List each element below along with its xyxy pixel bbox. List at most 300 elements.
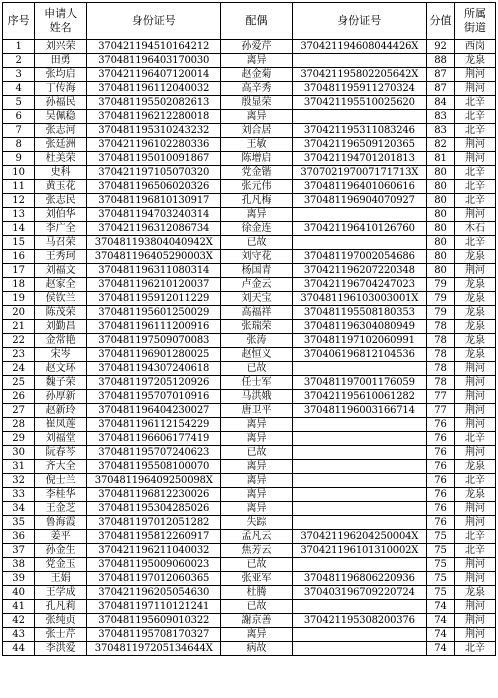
cell-spouse: 已故 bbox=[221, 362, 292, 376]
cell-seq: 4 bbox=[3, 82, 35, 96]
table-row bbox=[3, 124, 496, 138]
cell-spouse-id-number: 370481196003166714 bbox=[292, 404, 427, 418]
cell-seq: 14 bbox=[3, 222, 35, 236]
cell-seq: 33 bbox=[3, 488, 35, 502]
cell-spouse-id-number bbox=[292, 502, 427, 516]
cell-applicant-name: 李广全 bbox=[35, 222, 87, 236]
table-row bbox=[3, 516, 496, 530]
cell-seq: 23 bbox=[3, 348, 35, 362]
header-applicant-line1: 申请人 bbox=[44, 7, 78, 20]
table-row bbox=[3, 642, 496, 656]
table-row bbox=[3, 292, 496, 306]
cell-spouse: 刘合居 bbox=[221, 124, 292, 138]
cell-id-number: 370481195609010322 bbox=[86, 614, 221, 628]
cell-spouse-id-number: 370481196103003001X bbox=[292, 292, 427, 306]
header-seq: 序号 bbox=[3, 3, 35, 40]
header-applicant-name bbox=[35, 3, 87, 40]
table-row bbox=[3, 432, 496, 446]
cell-seq: 30 bbox=[3, 446, 35, 460]
cell-id-number: 370481196112154229 bbox=[86, 418, 221, 432]
cell-score: 79 bbox=[427, 278, 455, 292]
cell-spouse: 张亚军 bbox=[221, 572, 292, 586]
cell-id-number: 370481196405290003X bbox=[86, 250, 221, 264]
table-row bbox=[3, 348, 496, 362]
table-row bbox=[3, 222, 496, 236]
cell-spouse: 任士军 bbox=[221, 376, 292, 390]
cell-score: 87 bbox=[427, 82, 455, 96]
cell-district: 龙泉 bbox=[455, 306, 496, 320]
cell-seq: 40 bbox=[3, 586, 35, 600]
cell-score: 81 bbox=[427, 152, 455, 166]
cell-applicant-name: 李桂华 bbox=[35, 488, 87, 502]
cell-district: 荆河 bbox=[455, 264, 496, 278]
table-row bbox=[3, 110, 496, 124]
cell-score: 92 bbox=[427, 40, 455, 54]
table-row bbox=[3, 460, 496, 474]
cell-spouse: 党金锴 bbox=[221, 166, 292, 180]
cell-applicant-name: 吴佩稳 bbox=[35, 110, 87, 124]
cell-district: 荆河 bbox=[455, 68, 496, 82]
table-row bbox=[3, 572, 496, 586]
cell-applicant-name: 倪士兰 bbox=[35, 474, 87, 488]
cell-spouse-id-number: 370421196207220348 bbox=[292, 264, 427, 278]
cell-applicant-name: 阮春芩 bbox=[35, 446, 87, 460]
cell-spouse-id-number: 370421196410126760 bbox=[292, 222, 427, 236]
cell-district: 龙泉 bbox=[455, 586, 496, 600]
cell-spouse-id-number bbox=[292, 600, 427, 614]
table-row bbox=[3, 166, 496, 180]
cell-score: 76 bbox=[427, 502, 455, 516]
table-row bbox=[3, 446, 496, 460]
table-row bbox=[3, 68, 496, 82]
table-row bbox=[3, 54, 496, 68]
cell-spouse: 已故 bbox=[221, 446, 292, 460]
cell-spouse-id-number: 370421196204250004X bbox=[292, 530, 427, 544]
cell-score: 84 bbox=[427, 96, 455, 110]
cell-spouse: 离异 bbox=[221, 418, 292, 432]
cell-applicant-name: 李洪爱 bbox=[35, 642, 87, 656]
cell-spouse-id-number: 370481197002054686 bbox=[292, 250, 427, 264]
cell-score: 80 bbox=[427, 264, 455, 278]
cell-id-number: 370481197110121241 bbox=[86, 600, 221, 614]
cell-id-number: 370481196812230026 bbox=[86, 488, 221, 502]
cell-score: 75 bbox=[427, 558, 455, 572]
cell-spouse: 孙爱芹 bbox=[221, 40, 292, 54]
table-row bbox=[3, 614, 496, 628]
table-row bbox=[3, 320, 496, 334]
cell-spouse-id-number: 370406196812104536 bbox=[292, 348, 427, 362]
cell-seq: 18 bbox=[3, 278, 35, 292]
table-row bbox=[3, 236, 496, 250]
cell-applicant-name: 齐大全 bbox=[35, 460, 87, 474]
cell-district: 荆河 bbox=[455, 600, 496, 614]
cell-seq: 22 bbox=[3, 334, 35, 348]
cell-score: 76 bbox=[427, 432, 455, 446]
cell-id-number: 370481195304285026 bbox=[86, 502, 221, 516]
cell-id-number: 370481195601250029 bbox=[86, 306, 221, 320]
table-row bbox=[3, 558, 496, 572]
cell-score: 88 bbox=[427, 54, 455, 68]
cell-district: 荆河 bbox=[455, 572, 496, 586]
cell-score: 78 bbox=[427, 362, 455, 376]
cell-spouse-id-number bbox=[292, 418, 427, 432]
cell-spouse-id-number bbox=[292, 362, 427, 376]
table-row bbox=[3, 628, 496, 642]
cell-district: 北辛 bbox=[455, 194, 496, 208]
cell-score: 76 bbox=[427, 446, 455, 460]
cell-spouse: 已故 bbox=[221, 236, 292, 250]
cell-spouse-id-number bbox=[292, 558, 427, 572]
cell-id-number: 370481196311080314 bbox=[86, 264, 221, 278]
cell-spouse-id-number bbox=[292, 54, 427, 68]
cell-spouse-id-number: 370421195802205642X bbox=[292, 68, 427, 82]
cell-spouse: 离异 bbox=[221, 208, 292, 222]
cell-seq: 32 bbox=[3, 474, 35, 488]
cell-seq: 37 bbox=[3, 544, 35, 558]
cell-applicant-name: 党金玉 bbox=[35, 558, 87, 572]
cell-seq: 3 bbox=[3, 68, 35, 82]
cell-district: 北辛 bbox=[455, 124, 496, 138]
cell-spouse-id-number: 370481196304080949 bbox=[292, 320, 427, 334]
cell-district: 龙泉 bbox=[455, 54, 496, 68]
cell-applicant-name: 侯钦兰 bbox=[35, 292, 87, 306]
cell-score: 74 bbox=[427, 614, 455, 628]
cell-applicant-name: 王金芝 bbox=[35, 502, 87, 516]
cell-spouse: 殷显荣 bbox=[221, 96, 292, 110]
cell-district: 北辛 bbox=[455, 110, 496, 124]
cell-district: 荆河 bbox=[455, 418, 496, 432]
cell-spouse: 謝京善 bbox=[221, 614, 292, 628]
cell-applicant-name: 张志河 bbox=[35, 124, 87, 138]
header-district bbox=[455, 3, 496, 40]
cell-spouse: 离异 bbox=[221, 628, 292, 642]
cell-spouse: 高福祥 bbox=[221, 306, 292, 320]
cell-score: 80 bbox=[427, 194, 455, 208]
cell-applicant-name: 崔凤莲 bbox=[35, 418, 87, 432]
cell-seq: 1 bbox=[3, 40, 35, 54]
table-row bbox=[3, 96, 496, 110]
cell-id-number: 370481194307240618 bbox=[86, 362, 221, 376]
cell-district: 龙泉 bbox=[455, 320, 496, 334]
cell-spouse: 唐卫平 bbox=[221, 404, 292, 418]
cell-district: 荆河 bbox=[455, 558, 496, 572]
cell-district: 北辛 bbox=[455, 642, 496, 656]
cell-district: 龙泉 bbox=[455, 292, 496, 306]
cell-district: 北辛 bbox=[455, 180, 496, 194]
header-district-line1: 所属 bbox=[464, 7, 487, 20]
cell-id-number: 370481195502082613 bbox=[86, 96, 221, 110]
header-spouse-id-number: 身份证号 bbox=[292, 3, 427, 40]
table-row bbox=[3, 264, 496, 278]
cell-seq: 9 bbox=[3, 152, 35, 166]
cell-id-number: 370421196312086734 bbox=[86, 222, 221, 236]
table-row bbox=[3, 376, 496, 390]
cell-id-number: 370481197205120926 bbox=[86, 376, 221, 390]
cell-seq: 10 bbox=[3, 166, 35, 180]
cell-applicant-name: 刘勤昌 bbox=[35, 320, 87, 334]
cell-spouse-id-number: 370403196709220724 bbox=[292, 586, 427, 600]
cell-seq: 21 bbox=[3, 320, 35, 334]
cell-score: 78 bbox=[427, 348, 455, 362]
cell-id-number: 370481195707240623 bbox=[86, 446, 221, 460]
cell-district: 荆河 bbox=[455, 138, 496, 152]
cell-spouse-id-number: 370421195510025620 bbox=[292, 96, 427, 110]
cell-spouse-id-number: 370481197102060991 bbox=[292, 334, 427, 348]
table-row bbox=[3, 152, 496, 166]
cell-applicant-name: 张廷洲 bbox=[35, 138, 87, 152]
cell-spouse: 杜腾 bbox=[221, 586, 292, 600]
cell-spouse-id-number: 370481196401060616 bbox=[292, 180, 427, 194]
cell-spouse: 陈增启 bbox=[221, 152, 292, 166]
cell-spouse-id-number bbox=[292, 488, 427, 502]
cell-seq: 12 bbox=[3, 194, 35, 208]
cell-district: 荆河 bbox=[455, 404, 496, 418]
cell-score: 74 bbox=[427, 642, 455, 656]
cell-spouse-id-number: 370421196704247023 bbox=[292, 278, 427, 292]
table-body bbox=[3, 40, 496, 656]
cell-district: 北辛 bbox=[455, 166, 496, 180]
cell-spouse-id-number: 370702197007171713X bbox=[292, 166, 427, 180]
cell-applicant-name: 王秀珂 bbox=[35, 250, 87, 264]
cell-district: 龙泉 bbox=[455, 334, 496, 348]
cell-applicant-name: 刘福文 bbox=[35, 264, 87, 278]
cell-applicant-name: 张均启 bbox=[35, 68, 87, 82]
cell-seq: 24 bbox=[3, 362, 35, 376]
cell-district: 荆河 bbox=[455, 502, 496, 516]
cell-district: 荆河 bbox=[455, 208, 496, 222]
cell-district: 西岗 bbox=[455, 40, 496, 54]
cell-spouse: 张瑞荣 bbox=[221, 320, 292, 334]
table-row bbox=[3, 180, 496, 194]
cell-applicant-name: 丁传海 bbox=[35, 82, 87, 96]
cell-district: 北辛 bbox=[455, 236, 496, 250]
cell-seq: 36 bbox=[3, 530, 35, 544]
header-applicant-line2: 姓名 bbox=[49, 21, 72, 34]
cell-applicant-name: 张纯贞 bbox=[35, 614, 87, 628]
cell-spouse: 已故 bbox=[221, 558, 292, 572]
cell-applicant-name: 孙厚新 bbox=[35, 390, 87, 404]
table-row bbox=[3, 488, 496, 502]
cell-score: 75 bbox=[427, 572, 455, 586]
cell-district: 荆河 bbox=[455, 614, 496, 628]
cell-spouse: 赵金菊 bbox=[221, 68, 292, 82]
cell-spouse-id-number: 370421195610061282 bbox=[292, 390, 427, 404]
cell-spouse-id-number: 370421195308200376 bbox=[292, 614, 427, 628]
cell-applicant-name: 宋岑 bbox=[35, 348, 87, 362]
cell-applicant-name: 王娟 bbox=[35, 572, 87, 586]
cell-spouse: 王敏 bbox=[221, 138, 292, 152]
cell-seq: 42 bbox=[3, 614, 35, 628]
cell-id-number: 370481196409250098X bbox=[86, 474, 221, 488]
cell-id-number: 370481197012051282 bbox=[86, 516, 221, 530]
table-row bbox=[3, 502, 496, 516]
cell-spouse: 离异 bbox=[221, 110, 292, 124]
cell-applicant-name: 杜美荣 bbox=[35, 152, 87, 166]
cell-spouse-id-number: 370421196509120365 bbox=[292, 138, 427, 152]
cell-spouse: 徐金连 bbox=[221, 222, 292, 236]
cell-score: 79 bbox=[427, 306, 455, 320]
cell-id-number: 370481195010091867 bbox=[86, 152, 221, 166]
cell-score: 80 bbox=[427, 166, 455, 180]
cell-spouse: 张涛 bbox=[221, 334, 292, 348]
cell-seq: 34 bbox=[3, 502, 35, 516]
cell-applicant-name: 鲁海霞 bbox=[35, 516, 87, 530]
cell-seq: 6 bbox=[3, 110, 35, 124]
cell-spouse: 已故 bbox=[221, 600, 292, 614]
cell-id-number: 370481196210120037 bbox=[86, 278, 221, 292]
cell-score: 78 bbox=[427, 320, 455, 334]
table-row bbox=[3, 138, 496, 152]
cell-score: 83 bbox=[427, 110, 455, 124]
cell-district: 北辛 bbox=[455, 96, 496, 110]
table-row bbox=[3, 530, 496, 544]
cell-spouse-id-number bbox=[292, 432, 427, 446]
cell-seq: 31 bbox=[3, 460, 35, 474]
cell-spouse-id-number bbox=[292, 236, 427, 250]
cell-applicant-name: 姜平 bbox=[35, 530, 87, 544]
cell-id-number: 370481196212280018 bbox=[86, 110, 221, 124]
cell-score: 77 bbox=[427, 390, 455, 404]
table-row bbox=[3, 544, 496, 558]
cell-score: 74 bbox=[427, 628, 455, 642]
cell-applicant-name: 赵新玲 bbox=[35, 404, 87, 418]
cell-seq: 39 bbox=[3, 572, 35, 586]
cell-id-number: 370421196102280336 bbox=[86, 138, 221, 152]
cell-district: 北辛 bbox=[455, 474, 496, 488]
cell-spouse-id-number bbox=[292, 642, 427, 656]
cell-seq: 43 bbox=[3, 628, 35, 642]
cell-spouse: 孟凡云 bbox=[221, 530, 292, 544]
cell-spouse-id-number: 370421195311083246 bbox=[292, 124, 427, 138]
table-row bbox=[3, 250, 496, 264]
cell-seq: 25 bbox=[3, 376, 35, 390]
cell-score: 80 bbox=[427, 236, 455, 250]
table-row bbox=[3, 306, 496, 320]
table-row bbox=[3, 362, 496, 376]
cell-id-number: 370421194510164212 bbox=[86, 40, 221, 54]
cell-district: 荆河 bbox=[455, 82, 496, 96]
cell-applicant-name: 魏子荣 bbox=[35, 376, 87, 390]
table-row bbox=[3, 194, 496, 208]
cell-district: 北辛 bbox=[455, 544, 496, 558]
cell-score: 80 bbox=[427, 180, 455, 194]
cell-applicant-name: 陈茂荣 bbox=[35, 306, 87, 320]
cell-spouse: 病故 bbox=[221, 642, 292, 656]
cell-spouse-id-number bbox=[292, 474, 427, 488]
cell-spouse-id-number: 370481195911270324 bbox=[292, 82, 427, 96]
cell-seq: 27 bbox=[3, 404, 35, 418]
table-row bbox=[3, 278, 496, 292]
cell-district: 北辛 bbox=[455, 530, 496, 544]
cell-id-number: 370481195812260917 bbox=[86, 530, 221, 544]
cell-seq: 35 bbox=[3, 516, 35, 530]
cell-spouse: 离异 bbox=[221, 502, 292, 516]
cell-score: 76 bbox=[427, 516, 455, 530]
cell-seq: 19 bbox=[3, 292, 35, 306]
cell-score: 83 bbox=[427, 124, 455, 138]
cell-spouse: 离异 bbox=[221, 488, 292, 502]
cell-district: 荆河 bbox=[455, 390, 496, 404]
cell-id-number: 370481196404230027 bbox=[86, 404, 221, 418]
header-row bbox=[3, 3, 496, 40]
cell-seq: 11 bbox=[3, 180, 35, 194]
cell-id-number: 370421196407120014 bbox=[86, 68, 221, 82]
table-row bbox=[3, 390, 496, 404]
cell-spouse-id-number: 370421194608044426X bbox=[292, 40, 427, 54]
cell-applicant-name: 史科 bbox=[35, 166, 87, 180]
cell-id-number: 370481193804040942X bbox=[86, 236, 221, 250]
cell-spouse: 刘守花 bbox=[221, 250, 292, 264]
cell-spouse-id-number: 370481196806220936 bbox=[292, 572, 427, 586]
cell-score: 87 bbox=[427, 68, 455, 82]
cell-score: 82 bbox=[427, 138, 455, 152]
cell-applicant-name: 王学成 bbox=[35, 586, 87, 600]
cell-score: 78 bbox=[427, 376, 455, 390]
cell-spouse-id-number bbox=[292, 516, 427, 530]
cell-score: 80 bbox=[427, 250, 455, 264]
table-row bbox=[3, 474, 496, 488]
cell-id-number: 370481196111200916 bbox=[86, 320, 221, 334]
housing-applicant-table bbox=[2, 2, 496, 656]
cell-applicant-name: 黄玉花 bbox=[35, 180, 87, 194]
cell-seq: 16 bbox=[3, 250, 35, 264]
cell-seq: 7 bbox=[3, 124, 35, 138]
cell-seq: 41 bbox=[3, 600, 35, 614]
cell-seq: 28 bbox=[3, 418, 35, 432]
cell-id-number: 370481195009060023 bbox=[86, 558, 221, 572]
cell-score: 76 bbox=[427, 474, 455, 488]
cell-applicant-name: 张士芹 bbox=[35, 628, 87, 642]
cell-id-number: 370421196205054630 bbox=[86, 586, 221, 600]
cell-district: 荆河 bbox=[455, 516, 496, 530]
cell-spouse: 离异 bbox=[221, 432, 292, 446]
cell-score: 76 bbox=[427, 488, 455, 502]
cell-district: 荆河 bbox=[455, 152, 496, 166]
cell-spouse: 失踪 bbox=[221, 516, 292, 530]
cell-id-number: 370481195708170327 bbox=[86, 628, 221, 642]
cell-id-number: 370481196606177419 bbox=[86, 432, 221, 446]
cell-spouse-id-number bbox=[292, 460, 427, 474]
cell-id-number: 370481195707010916 bbox=[86, 390, 221, 404]
cell-score: 78 bbox=[427, 334, 455, 348]
cell-district: 龙泉 bbox=[455, 460, 496, 474]
cell-district: 荆河 bbox=[455, 376, 496, 390]
cell-seq: 26 bbox=[3, 390, 35, 404]
cell-id-number: 370481197205134644X bbox=[86, 642, 221, 656]
table-row bbox=[3, 334, 496, 348]
cell-id-number: 370481196810130917 bbox=[86, 194, 221, 208]
cell-score: 75 bbox=[427, 530, 455, 544]
cell-id-number: 370421197105070320 bbox=[86, 166, 221, 180]
cell-applicant-name: 孔凡莉 bbox=[35, 600, 87, 614]
cell-district: 北辛 bbox=[455, 432, 496, 446]
cell-spouse: 高辛秀 bbox=[221, 82, 292, 96]
cell-district: 龙泉 bbox=[455, 348, 496, 362]
cell-score: 75 bbox=[427, 544, 455, 558]
cell-spouse-id-number bbox=[292, 110, 427, 124]
cell-spouse-id-number: 370481195508180353 bbox=[292, 306, 427, 320]
cell-score: 80 bbox=[427, 208, 455, 222]
cell-id-number: 370481196901280025 bbox=[86, 348, 221, 362]
cell-score: 74 bbox=[427, 600, 455, 614]
cell-spouse-id-number bbox=[292, 628, 427, 642]
cell-spouse: 孔凡梅 bbox=[221, 194, 292, 208]
cell-district: 龙泉 bbox=[455, 250, 496, 264]
cell-score: 76 bbox=[427, 418, 455, 432]
cell-spouse-id-number: 370481197001176059 bbox=[292, 376, 427, 390]
cell-district: 荆河 bbox=[455, 446, 496, 460]
cell-spouse: 卢金云 bbox=[221, 278, 292, 292]
